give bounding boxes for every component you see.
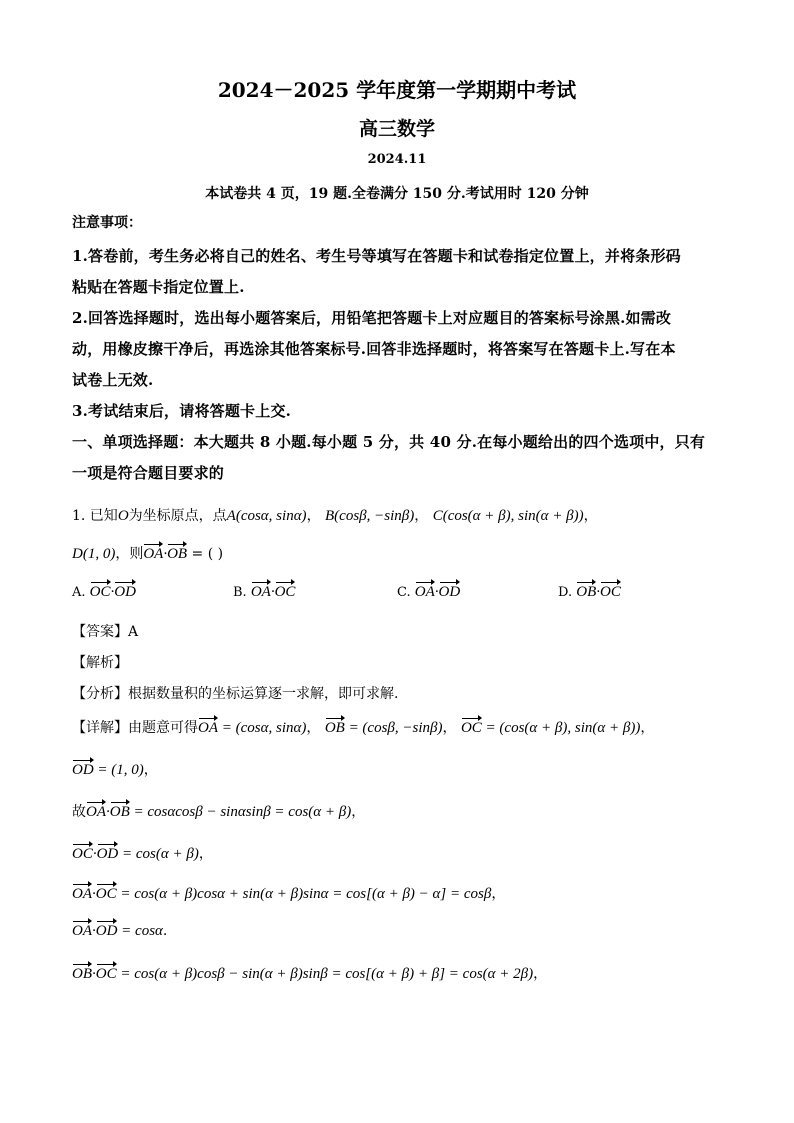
note-3: 3.考试结束后，请将答题卡上交. <box>72 402 292 420</box>
note-1a: 1.答卷前，考生务必将自己的姓名、考生号等填写在答题卡和试卷指定位置上，并将条形码 <box>72 247 681 265</box>
question-1-stem-2: D(1, 0)，则OA·OB = ( ) <box>72 546 224 562</box>
q1-option-c: C. OA·OD <box>397 584 461 600</box>
analysis-label: 【解析】 <box>72 655 128 671</box>
od-value: = (1, 0) <box>97 762 144 778</box>
note-1b: 粘贴在答题卡指定位置上. <box>72 278 245 296</box>
fenxi-line <box>72 683 398 703</box>
eq-line-3: OA·OC = cos(α + β)cosα + sin(α + β)sinα = cos[(α + β) − α] = cosβ， <box>72 886 506 902</box>
xiangjie-label: 【详解】 <box>72 720 128 736</box>
eq-line-1: 故OA·OB = cosαcosβ − sinαsinβ = cos(α + β)， <box>72 804 366 820</box>
q1-point-c: C(cos(α + β), sin(α + β)) <box>432 508 584 524</box>
eq-2: = cos(α + β) <box>122 846 199 862</box>
exam-date: 2024.11 <box>367 152 427 167</box>
answer-label: 【答案】 <box>72 624 128 640</box>
q1-option-d: D. OB·OC <box>558 584 621 600</box>
exam-info: 本试卷共 4 页，19 题.全卷满分 150 分.考试用时 120 分钟 <box>205 186 589 202</box>
q1-origin: O <box>117 508 129 524</box>
eq-line-4: OA·OD = cosα. <box>72 923 168 939</box>
fenxi-label: 【分析】 <box>72 686 128 702</box>
eq-1: = cosαcosβ − sinαsinβ = cos(α + β) <box>133 804 352 820</box>
q1-point-b: B(cosβ, −sinβ) <box>325 508 415 524</box>
q1-prefix: 1. 已知 <box>72 508 118 524</box>
ob-value: = (cosβ, −sinβ) <box>348 720 443 736</box>
q1-then: ，则 <box>115 546 144 562</box>
note-2a: 2.回答选择题时，选出每小题答案后，用铅笔把答题卡上对应题目的答案标号涂黑.如需改 <box>72 309 672 327</box>
od-line: OD = (1, 0)， <box>72 762 158 778</box>
xiangjie-line: 【详解】由题意可得OA = (cosα, sinα)， OB = (cosβ, −sinβ)， OC = (cos(α + β), sin(α + β))， <box>72 720 655 736</box>
q1-point-d: D(1, 0) <box>72 546 116 562</box>
answer-line <box>72 621 138 641</box>
note-2b: 动，用橡皮擦干净后，再选涂其他答案标号.回答非选择题时，将答案写在答题卡上.写在本 <box>72 340 676 358</box>
oa-value: = (cosα, sinα) <box>221 720 307 736</box>
fenxi-text: 根据数量积的坐标运算逐一求解，即可求解. <box>128 686 399 702</box>
notes-heading: 注意事项： <box>72 215 142 231</box>
eq-4: = cosα <box>121 923 163 939</box>
eq-line-5: OB·OC = cos(α + β)cosβ − sin(α + β)sinβ = cos[(α + β) + β] = cos(α + 2β)， <box>72 966 548 982</box>
answer-value: A <box>128 624 139 640</box>
eq-5: = cos(α + β)cosβ − sin(α + β)sinβ = cos[(α + β) + β] = cos(α + 2β) <box>120 966 534 982</box>
xiangjie-text: 由题意可得 <box>128 720 198 736</box>
exam-subject: 高三数学 <box>358 118 435 140</box>
eq-line-2: OC·OD = cos(α + β)， <box>72 846 213 862</box>
question-1-stem: 1. 已知O为坐标原点，点A(cosα, sinα)， B(cosβ, −sinβ)， C(cos(α + β), sin(α + β))， <box>72 508 598 524</box>
q1-point-a: A(cosα, sinα) <box>226 508 307 524</box>
exam-title: 2024－2025 学年度第一学期期中考试 <box>217 78 577 102</box>
q1-option-b: B. OA·OC <box>233 584 296 600</box>
note-2c: 试卷上无效. <box>72 371 154 389</box>
gu-text: 故 <box>72 804 86 820</box>
eq-3: = cos(α + β)cosα + sin(α + β)sinα = cos[(α + β) − α] = cosβ <box>120 886 492 902</box>
section1-heading-a: 一、单项选择题：本大题共 8 小题.每小题 5 分，共 40 分.在每小题给出的四个选项中，只有 <box>72 433 706 451</box>
q1-mid: 为坐标原点，点 <box>128 508 227 524</box>
q1-ask: = ( ) <box>191 546 224 562</box>
q1-option-a: A. OC·OD <box>72 584 136 600</box>
section1-heading-b: 一项是符合题目要求的 <box>72 464 225 482</box>
oc-value: = (cos(α + β), sin(α + β)) <box>485 720 641 736</box>
